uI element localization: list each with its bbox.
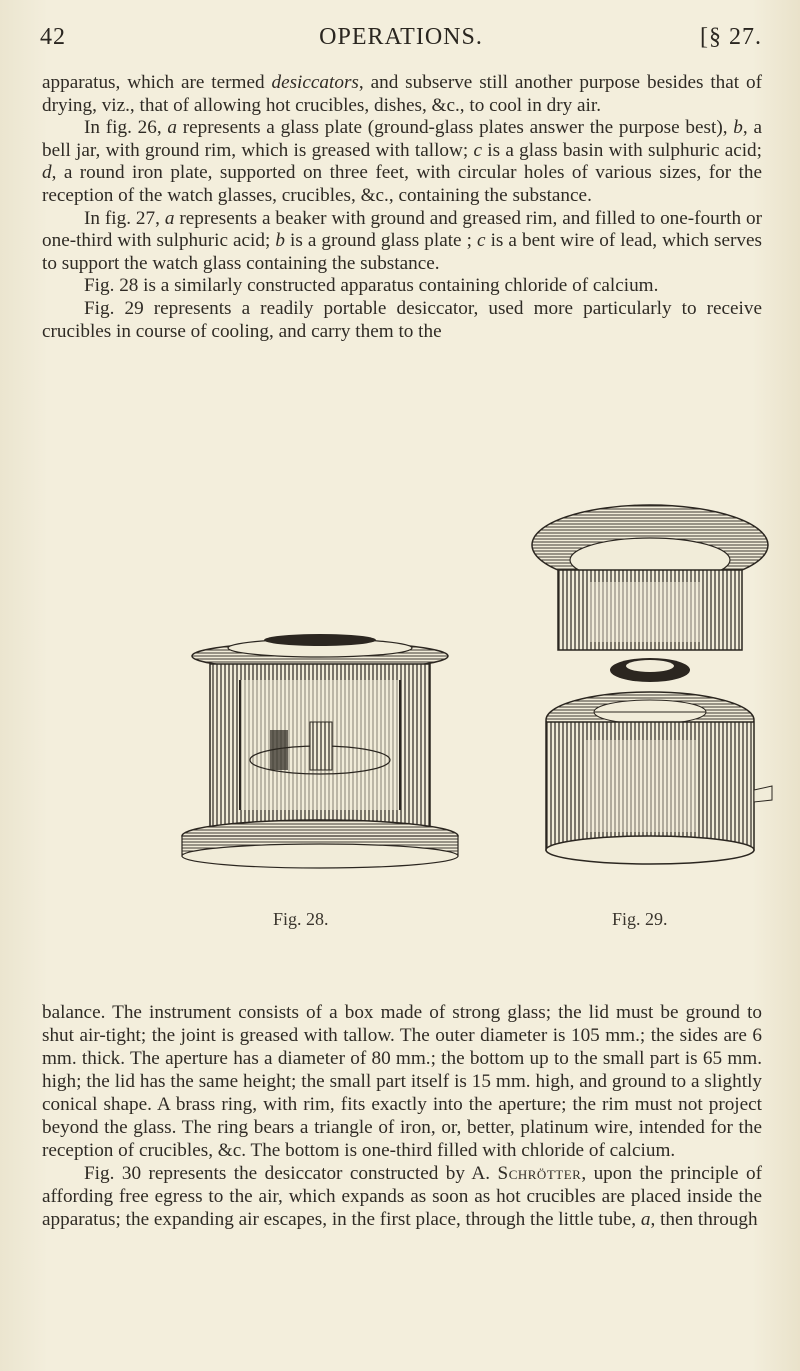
term-desiccators: desiccators (271, 72, 359, 93)
text-run: , then through (650, 1209, 758, 1230)
section-reference: [§ 27. (700, 24, 762, 50)
letter-ref: c (477, 230, 486, 252)
running-title: OPERATIONS. (319, 24, 483, 50)
letter-ref: c (473, 139, 482, 161)
letter-ref: a (164, 207, 175, 229)
text-run: is a glass basin with sulphuric acid; (482, 139, 762, 161)
page-header (40, 24, 762, 54)
text-run: , and subserve still another purpose besides that of drying, viz., that of allowing hot crucibles, dishes, &c., to cool in dry air. (42, 72, 762, 116)
paragraph-fig26 (42, 117, 762, 207)
text-run: Fig. 30 represents the desiccator constructed by A. (84, 1163, 498, 1184)
fig29-illustration (510, 490, 790, 875)
text-run: is a bent wire of lead, which serves to support the watch glass containing the substance. (42, 230, 762, 274)
page-number: 42 (40, 24, 66, 50)
fig28-illustration (160, 610, 490, 880)
fig29-caption: Fig. 29. (612, 909, 668, 929)
fig28-caption: Fig. 28. (273, 909, 329, 929)
text-run: apparatus, which are termed (42, 72, 272, 93)
paragraph-fig28: Fig. 28 is a similarly constructed apparatus containing chloride of calcium. (84, 275, 659, 297)
letter-ref: d (42, 162, 52, 184)
top-text-block (42, 72, 762, 343)
text-run: represents a beaker with ground and greased rim, and filled to one-fourth or one-third with sulphuric acid; (42, 207, 762, 252)
letter-ref: b (275, 230, 285, 252)
paragraph-fig27 (42, 208, 762, 276)
letter-ref: a (640, 1209, 651, 1230)
bottom-text-block (42, 1001, 762, 1231)
text-run: In fig. 26, (84, 117, 168, 139)
paragraph-fig30 (42, 1162, 762, 1231)
text-run: represents a glass plate (ground-glass plates answer the purpose best), (176, 117, 734, 139)
author-name: Schrötter (497, 1163, 582, 1184)
text-run: , a bell jar, with ground rim, which is greased with tallow; (42, 117, 762, 161)
paragraph-desiccators (42, 72, 762, 117)
letter-ref: b (733, 117, 743, 139)
text-run: In fig. 27, (84, 207, 165, 229)
text-run: , a round iron plate, supported on three feet, with circular holes of various sizes, for the reception of the watch glasses, crucibles, &c., containing the substance. (42, 162, 762, 206)
letter-ref: a (167, 117, 177, 139)
text-run: is a ground glass plate ; (284, 230, 477, 252)
paragraph-fig29: Fig. 29 represents a readily portable desiccator, used more particularly to receive crucibles in course of cooling, and carry them to the (42, 297, 762, 342)
paragraph-balance: balance. The instrument consists of a box made of strong glass; the lid must be ground to shut air-tight; the joint is greased with tallow. The outer diameter is 105 mm.; the sides are 6 mm. thick. The aperture has a diameter of 80 mm.; the bottom up to the small part is 65 mm. high; the lid has the same height; the small part itself is 15 mm. high, and ground to a slightly conical shape. A brass ring, with rim, fits exactly into the aperture; the rim must not project beyond the glass. The ring bears a triangle of iron, or, better, platinum wire, intended for the reception of crucibles, &c. The bottom is one-third filled with chloride of calcium. (42, 1002, 762, 1161)
text-run: , upon the principle of affording free egress to the air, which expands as soon as hot crucibles are placed inside the apparatus; the expanding air escapes, in the first place, through the little tube, (42, 1163, 762, 1230)
